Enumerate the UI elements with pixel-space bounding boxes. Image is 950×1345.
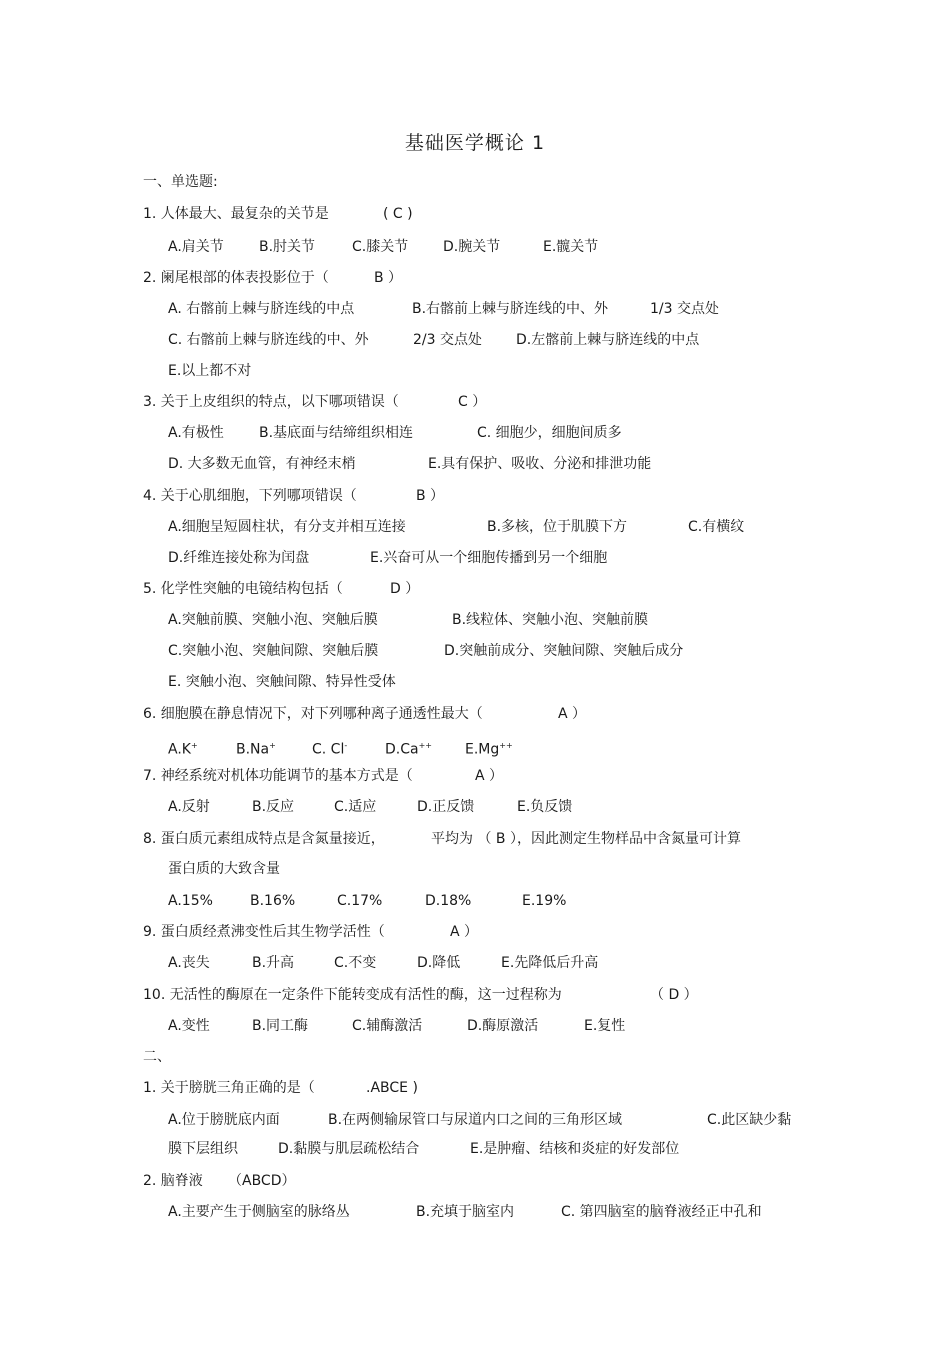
question-10-stem: 10. 无活性的酶原在一定条件下能转变成有活性的酶，这一过程称为 (143, 987, 562, 1003)
question-9-option-d: D.降低 (417, 955, 461, 971)
question-2-option-c: C. 右髂前上棘与脐连线的中、外 (168, 332, 369, 348)
document-title: 基础医学概论 1 (404, 132, 546, 154)
question-3-option-c: C. 细胞少，细胞间质多 (477, 425, 622, 441)
question-9-option-b: B.升高 (252, 955, 295, 971)
multi-question-1-option-c: C.此区缺少黏 (707, 1112, 792, 1128)
question-2-option-b: B.右髂前上棘与脐连线的中、外 (412, 301, 609, 317)
question-3-stem: 3. 关于上皮组织的特点，以下哪项错误（ (143, 394, 399, 410)
question-6-option-d: D.Ca++ (385, 741, 432, 758)
question-1-stem: 1. 人体最大、最复杂的关节是 (143, 206, 329, 222)
multi-question-2-option-c: C. 第四脑室的脑脊液经正中孔和 (561, 1204, 762, 1220)
question-1-option-d: D.腕关节 (443, 239, 501, 255)
question-1-answer: ( C ) (383, 206, 413, 222)
question-6-stem: 6. 细胞膜在静息情况下，对下列哪种离子通透性最大（ (143, 706, 483, 722)
question-2-option-a: A. 右髂前上棘与脐连线的中点 (168, 301, 355, 317)
question-10-option-d: D.酶原激活 (467, 1018, 539, 1034)
section-heading-two: 二、 (143, 1049, 171, 1065)
question-6-option-a: A.K+ (168, 741, 198, 758)
section-heading-single-choice: 一、单选题: (143, 174, 218, 190)
question-10-option-a: A.变性 (168, 1018, 210, 1034)
question-1-option-c: C.膝关节 (352, 239, 409, 255)
question-2-option-d: D.左髂前上棘与脐连线的中点 (516, 332, 700, 348)
multi-question-1-option-a: A.位于膀胱底内面 (168, 1112, 280, 1128)
question-6-answer: A ） (558, 706, 587, 722)
question-5-stem: 5. 化学性突触的电镜结构包括（ (143, 581, 343, 597)
question-8-option-a: A.15% (168, 893, 213, 909)
question-7-option-a: A.反射 (168, 799, 210, 815)
question-7-option-e: E.负反馈 (517, 799, 573, 815)
question-5-option-d: D.突触前成分、突触间隙、突触后成分 (444, 643, 684, 659)
question-4-stem: 4. 关于心肌细胞，下列哪项错误（ (143, 488, 357, 504)
question-1-option-e: E.髋关节 (543, 239, 599, 255)
multi-question-2-answer: （ABCD） (228, 1173, 296, 1189)
question-8-option-e: E.19% (522, 893, 567, 909)
question-10-option-c: C.辅酶激活 (352, 1018, 423, 1034)
multi-question-1-stem: 1. 关于膀胱三角正确的是（ (143, 1080, 315, 1096)
question-8-option-b: B.16% (250, 893, 296, 909)
multi-question-1-option-d: D.黏膜与肌层疏松结合 (278, 1141, 420, 1157)
question-10-option-e: E.复性 (584, 1018, 626, 1034)
question-9-answer: A ） (450, 924, 479, 940)
multi-question-2-option-b: B.充填于脑室内 (416, 1204, 515, 1220)
question-5-answer: D ） (390, 581, 420, 597)
question-9-option-e: E.先降低后升高 (501, 955, 599, 971)
question-2-option-b-cont: 1/3 交点处 (650, 301, 719, 317)
multi-question-1-answer: .ABCE ) (366, 1080, 418, 1096)
question-7-stem: 7. 神经系统对机体功能调节的基本方式是（ (143, 768, 413, 784)
question-1-option-a: A.肩关节 (168, 239, 224, 255)
question-1-option-b: B.肘关节 (259, 239, 316, 255)
question-3-option-e: E.具有保护、吸收、分泌和排泄功能 (428, 456, 652, 472)
question-7-answer: A ） (475, 768, 504, 784)
question-6-option-c: C. Cl- (312, 741, 348, 758)
question-8-stem-cont: 平均为 （ B ），因此测定生物样品中含氮量可计算 (431, 831, 741, 847)
question-5-option-a: A.突触前膜、突触小泡、突触后膜 (168, 612, 378, 628)
multi-question-2-option-a: A.主要产生于侧脑室的脉络丛 (168, 1204, 350, 1220)
question-5-option-c: C.突触小泡、突触间隙、突触后膜 (168, 643, 379, 659)
question-7-option-b: B.反应 (252, 799, 295, 815)
multi-question-1-option-e: E.是肿瘤、结核和炎症的好发部位 (470, 1141, 680, 1157)
question-3-option-d: D. 大多数无血管，有神经末梢 (168, 456, 356, 472)
question-2-option-c-cont: 2/3 交点处 (413, 332, 482, 348)
question-9-option-c: C.不变 (334, 955, 377, 971)
question-9-option-a: A.丧失 (168, 955, 210, 971)
question-10-answer: （ D ） (650, 987, 698, 1003)
question-8-option-c: C.17% (337, 893, 383, 909)
question-10-option-b: B.同工酶 (252, 1018, 309, 1034)
question-5-option-b: B.线粒体、突触小泡、突触前膜 (452, 612, 649, 628)
question-2-stem: 2. 阑尾根部的体表投影位于（ (143, 270, 329, 286)
question-2-option-e: E.以上都不对 (168, 363, 252, 379)
question-8-option-d: D.18% (425, 893, 472, 909)
multi-question-1-option-c-cont: 膜下层组织 (168, 1141, 238, 1157)
question-3-option-a: A.有极性 (168, 425, 224, 441)
question-5-option-e: E. 突触小泡、突触间隙、特异性受体 (168, 674, 396, 690)
question-2-answer: B ） (374, 270, 403, 286)
multi-question-1-option-b: B.在两侧输尿管口与尿道内口之间的三角形区域 (328, 1112, 623, 1128)
question-6-option-b: B.Na+ (236, 741, 276, 758)
question-9-stem: 9. 蛋白质经煮沸变性后其生物学活性（ (143, 924, 385, 940)
question-4-answer: B ） (416, 488, 445, 504)
question-3-option-b: B.基底面与结缔组织相连 (259, 425, 414, 441)
question-7-option-d: D.正反馈 (417, 799, 475, 815)
question-8-stem-wrap: 蛋白质的大致含量 (168, 861, 280, 877)
question-8-stem: 8. 蛋白质元素组成特点是含氮量接近， (143, 831, 385, 847)
multi-question-2-stem: 2. 脑脊液 (143, 1173, 203, 1189)
question-4-option-d: D.纤维连接处称为闰盘 (168, 550, 310, 566)
question-7-option-c: C.适应 (334, 799, 377, 815)
question-4-option-b: B.多核，位于肌膜下方 (487, 519, 628, 535)
question-4-option-e: E.兴奋可从一个细胞传播到另一个细胞 (370, 550, 608, 566)
question-6-option-e: E.Mg++ (465, 741, 513, 758)
question-4-option-c: C.有横纹 (688, 519, 745, 535)
question-4-option-a: A.细胞呈短圆柱状，有分支并相互连接 (168, 519, 406, 535)
question-3-answer: C ） (458, 394, 487, 410)
